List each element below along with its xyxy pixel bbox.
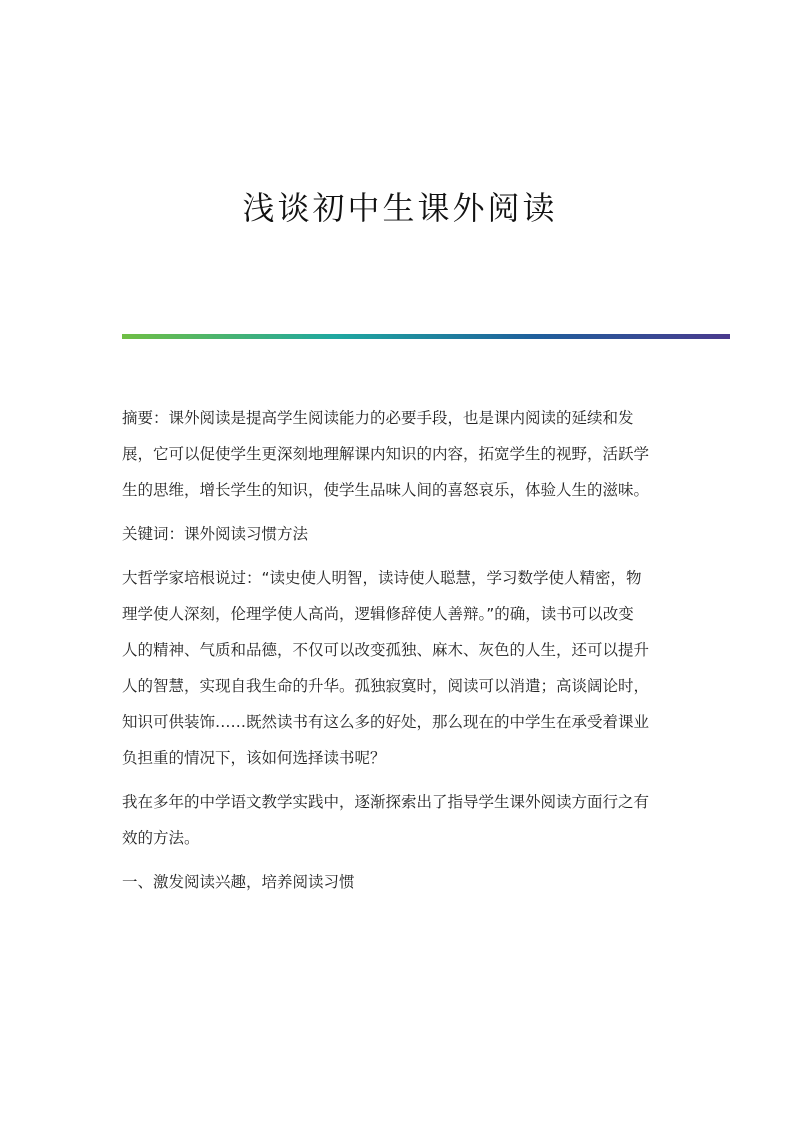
intro-line: 理学使人深刻，伦理学使人高尚，逻辑修辞使人善辩。”的确，读书可以改变 xyxy=(122,605,634,623)
intro-line: 负担重的情况下，该如何选择读书呢？ xyxy=(122,749,386,767)
section-heading-text: 一、激发阅读兴趣，培养阅读习惯 xyxy=(122,873,355,891)
intro-line: 知识可供装饰……既然读书有这么多的好处，那么现在的中学生在承受着课业 xyxy=(122,713,650,731)
keywords-line: 关键词：课外阅读习惯方法 xyxy=(122,525,309,543)
abstract-line: 展，它可以促使学生更深刻地理解课内知识的内容，拓宽学生的视野，活跃学 xyxy=(122,445,650,463)
intro-line: 人的智慧，实现自我生命的升华。孤独寂寞时，阅读可以消遣；高谈阔论时， xyxy=(122,677,650,695)
abstract-line: 生的思维，增长学生的知识，使学生品味人间的喜怒哀乐，体验人生的滋味。 xyxy=(122,481,650,499)
intro-line: 大哲学家培根说过：“读史使人明智，读诗使人聪慧，学习数学使人精密，物 xyxy=(122,569,642,587)
abstract-line: 摘要：课外阅读是提高学生阅读能力的必要手段，也是课内阅读的延续和发 xyxy=(122,409,634,427)
practice-line: 我在多年的中学语文教学实践中，逐渐探索出了指导学生课外阅读方面行之有 xyxy=(122,793,650,811)
document-body xyxy=(122,400,678,908)
practice-line: 效的方法。 xyxy=(122,829,200,847)
abstract-paragraph xyxy=(122,400,678,508)
intro-paragraph xyxy=(122,560,678,776)
document-title: 浅谈初中生课外阅读 xyxy=(242,189,558,227)
section-heading-1 xyxy=(122,864,678,900)
intro-line: 人的精神、气质和品德，不仅可以改变孤独、麻木、灰色的人生，还可以提升 xyxy=(122,641,650,659)
keywords-paragraph xyxy=(122,516,678,552)
title-divider-rule xyxy=(122,334,730,339)
practice-paragraph xyxy=(122,784,678,856)
